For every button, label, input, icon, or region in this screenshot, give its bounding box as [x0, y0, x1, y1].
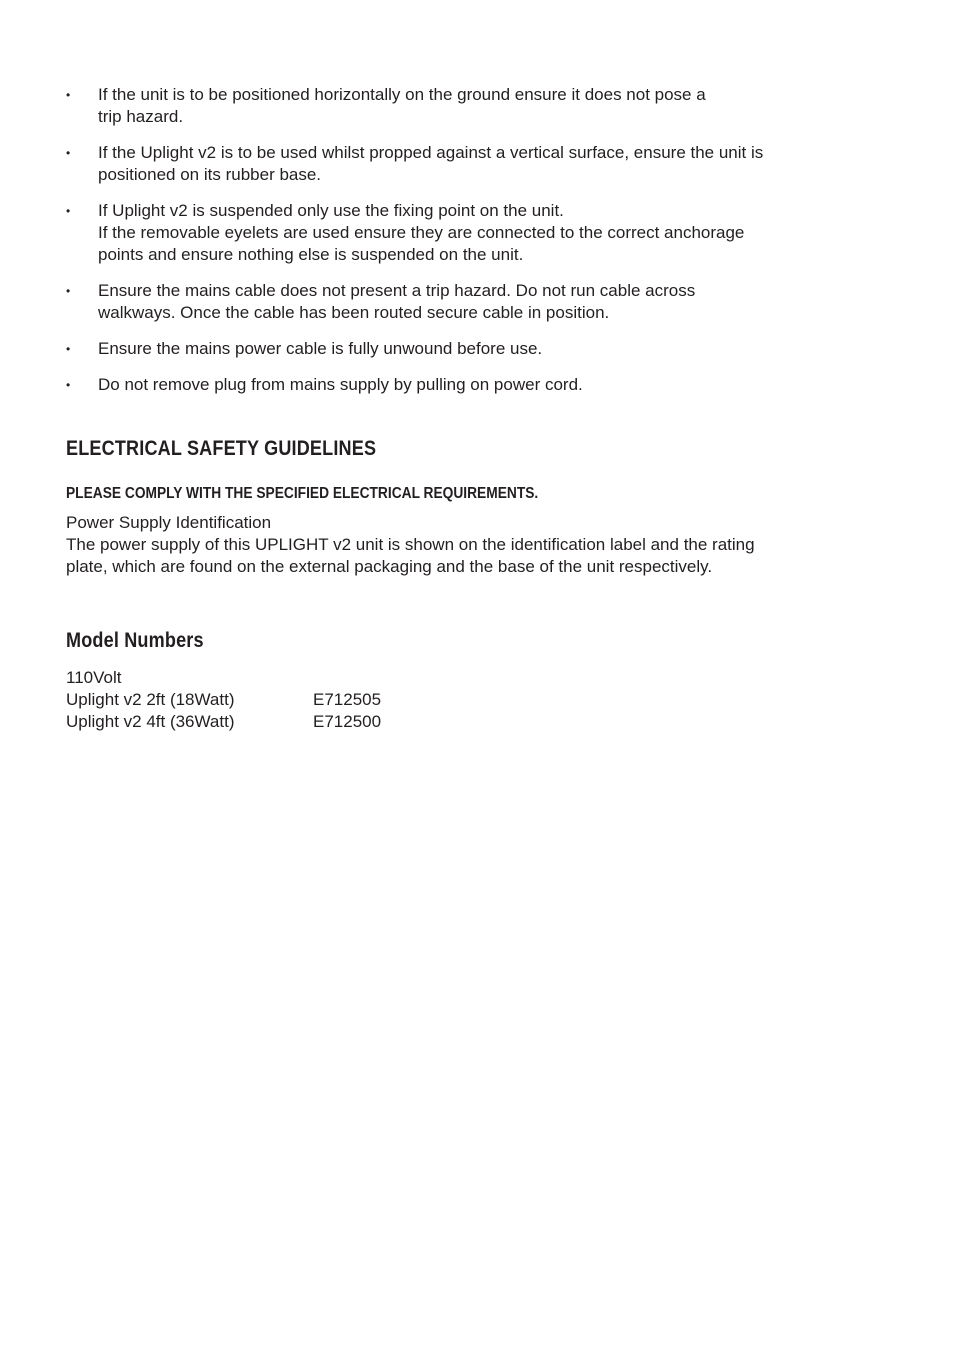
model-code: E712505 [313, 690, 382, 709]
bullet-item [66, 338, 866, 360]
bullet-item [66, 374, 866, 396]
bullet-text-line: If the removable eyelets are used ensure they are connected to the correct anchorage [98, 223, 745, 242]
bullet-text-line: If the unit is to be positioned horizontally on the ground ensure it does not pose a [98, 85, 706, 104]
electrical-requirements-subheading: PLEASE COMPLY WITH THE SPECIFIED ELECTRICAL REQUIREMENTS. [66, 485, 539, 502]
paragraph-line: plate, which are found on the external packaging and the base of the unit respectively. [66, 557, 713, 576]
bullet-item [66, 280, 866, 324]
bullet-text-line: If Uplight v2 is suspended only use the fixing point on the unit. [98, 201, 564, 220]
bullet-text-line: positioned on its rubber base. [98, 165, 322, 184]
model-code: E712500 [313, 712, 382, 731]
model-name: Uplight v2 4ft (36Watt) [66, 712, 235, 731]
bullet-text-line: walkways. Once the cable has been routed secure cable in position. [98, 303, 610, 322]
bullet-item [66, 200, 866, 266]
bullet-item [66, 142, 866, 186]
paragraph-line: Power Supply Identification [66, 513, 272, 532]
bullet-dot: • [66, 378, 71, 392]
bullet-dot: • [66, 284, 71, 298]
bullet-dot: • [66, 204, 71, 218]
bullet-text-line: trip hazard. [98, 107, 184, 126]
model-row [66, 711, 866, 733]
safety-bullet-list [66, 84, 866, 396]
voltage-label: 110Volt [66, 668, 122, 687]
model-name: Uplight v2 2ft (18Watt) [66, 690, 235, 709]
model-numbers-list [66, 667, 866, 733]
bullet-dot: • [66, 342, 71, 356]
bullet-dot: • [66, 146, 71, 160]
bullet-text-line: points and ensure nothing else is suspended on the unit. [98, 245, 524, 264]
electrical-safety-heading: ELECTRICAL SAFETY GUIDELINES [66, 437, 377, 460]
document-page [66, 84, 866, 733]
bullet-text-line: Ensure the mains cable does not present a trip hazard. Do not run cable across [98, 281, 696, 300]
paragraph-line: The power supply of this UPLIGHT v2 unit is shown on the identification label and the rating [66, 535, 755, 554]
bullet-text-line: Ensure the mains power cable is fully unwound before use. [98, 339, 543, 358]
bullet-text-line: Do not remove plug from mains supply by pulling on power cord. [98, 375, 583, 394]
power-supply-paragraph [66, 512, 866, 578]
model-row [66, 689, 866, 711]
model-numbers-heading: Model Numbers [66, 629, 204, 652]
bullet-dot: • [66, 88, 71, 102]
bullet-item [66, 84, 866, 128]
bullet-text-line: If the Uplight v2 is to be used whilst propped against a vertical surface, ensure the unit is [98, 143, 764, 162]
